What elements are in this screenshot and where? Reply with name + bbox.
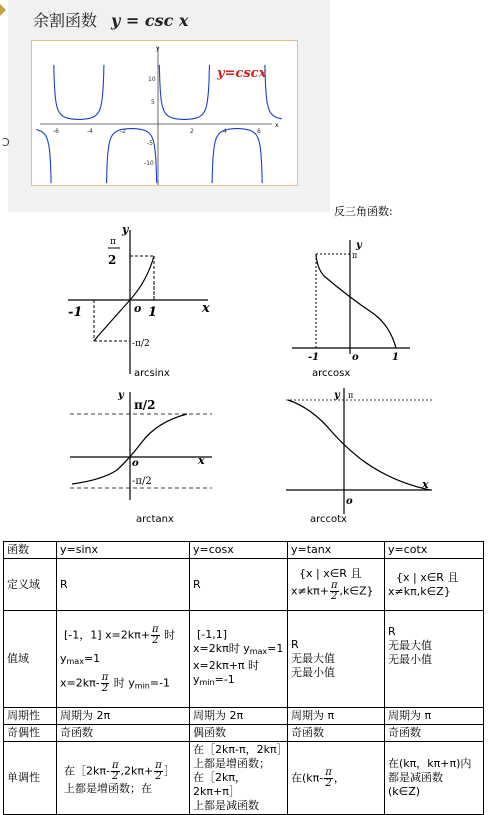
arccos-neg-one: -1 — [308, 352, 320, 363]
x-tick-4: 4 — [223, 128, 227, 135]
table-row-period — [4, 708, 484, 725]
csc-plot — [31, 40, 298, 186]
range-tan: R 无最大值 无最小值 — [288, 611, 385, 708]
mono-tan: 在(kπ- $\frac{\pi}{2}$ ， — [288, 742, 385, 815]
header-tan: y=tanx — [288, 542, 385, 559]
arctan-x-label: x — [198, 454, 205, 467]
arccot-x-label: x — [422, 478, 429, 491]
arcsin-pi-label: π — [110, 237, 116, 247]
domain-sin: R — [57, 559, 190, 611]
domain-tan-line1: {x | x∈R 且 — [299, 567, 362, 580]
arccos-curve — [316, 254, 396, 348]
arccot-caption: arccotx — [310, 514, 347, 525]
table-row-parity — [4, 725, 484, 742]
x-axis-label: x — [275, 122, 279, 129]
domain-cot — [385, 559, 484, 611]
arcsin-y-label: y — [122, 223, 129, 236]
domain-cot-line1: {x | x∈R 且 — [396, 570, 459, 584]
arccos-origin: o — [352, 352, 359, 363]
arctan-y-label: y — [118, 390, 124, 401]
arcsin-two-label: 2 — [108, 253, 117, 267]
csc-branch — [36, 130, 51, 184]
arccos-one: 1 — [392, 352, 399, 363]
csc-branch — [107, 129, 157, 184]
csc-title-cn: 余割函数 — [33, 11, 98, 30]
arccos-graph — [286, 236, 416, 366]
arcsin-curve — [94, 256, 154, 341]
x-tick-neg6: -6 — [53, 128, 59, 135]
table-row-monotonicity — [4, 742, 484, 815]
arccot-curve — [288, 400, 430, 490]
parity-cos: 偶函数 — [190, 725, 288, 742]
bracket-icon: Ɔ — [2, 136, 10, 149]
csc-branch — [265, 65, 282, 119]
arcsin-neg-pi-half: -π/2 — [132, 339, 150, 349]
y-tick-neg5: -5 — [147, 140, 153, 147]
domain-tan-line2: x≠kπ+ $\frac{\pi}{2}$ ,k∈Z} — [291, 580, 374, 602]
corner-arrow-icon — [0, 4, 6, 16]
mono-sin: 在［2kπ- $\frac{\pi}{2}$ ,2kπ+ $\frac{\pi}{2}$ ］ 上都是增函数；在 — [57, 742, 190, 815]
arcsin-figure — [58, 224, 218, 378]
x-tick-neg2: -2 — [120, 128, 126, 135]
arcsin-neg-one: -1 — [68, 305, 83, 320]
arccot-origin: o — [346, 496, 353, 507]
arccos-caption: arccosx — [312, 368, 351, 379]
arcsin-x-label: x — [202, 301, 210, 316]
arctan-neg-pi-half: -π/2 — [132, 476, 152, 487]
y-tick-5: 5 — [151, 99, 155, 106]
y-axis-label: y — [156, 45, 160, 52]
x-tick-neg4: -4 — [87, 128, 93, 135]
table-row-range — [4, 611, 484, 708]
arccos-figure — [286, 236, 416, 379]
mono-label: 单调性 — [4, 742, 57, 815]
range-cos: [-1,1] x=2kπ时 $y_{max}=1$ x=2kπ+π 时 $y_{min}=-1$ — [190, 611, 288, 708]
header-function: 函数 — [4, 542, 57, 559]
domain-cot-line2: x≠kπ,k∈Z} — [388, 584, 451, 598]
arccos-pi-label: π — [352, 251, 358, 260]
arccot-y-label: y — [334, 390, 340, 401]
header-sin: y=sinx — [57, 542, 190, 559]
csc-title-formula: y = csc x — [111, 11, 189, 30]
mono-cot: 在(kπ，kπ+π)内 都是减函数 (k∈Z) — [385, 742, 484, 815]
header-cot: y=cotx — [385, 542, 484, 559]
parity-sin: 奇函数 — [57, 725, 190, 742]
mono-cos: 在［2kπ-π，2kπ］ 上都是增函数； 在［2kπ，2kπ+π］ 上都是减函数 — [190, 742, 288, 815]
period-cot: 周期为 π — [385, 708, 484, 725]
inverse-trig-title: 反三角函数: — [334, 205, 393, 218]
arctan-origin: o — [132, 458, 139, 469]
csc-title — [33, 8, 188, 31]
period-tan: 周期为 π — [288, 708, 385, 725]
arcsin-caption: arcsinx — [134, 368, 170, 379]
range-sin: [-1，1] x=2kπ+ $\frac{\pi}{2}$ 时 $y_{max}=1$ x=2kπ- $\frac{\pi}{2}$ 时 $y_{min}=-1$ — [57, 611, 190, 708]
period-sin: 周期为 2π — [57, 708, 190, 725]
pi-over-2: $\frac{\pi}{2}$ — [330, 580, 338, 602]
domain-tan — [288, 559, 385, 611]
arcsin-origin: o — [134, 302, 142, 315]
x-tick-6: 6 — [257, 128, 261, 135]
header-cos: y=cosx — [190, 542, 288, 559]
csc-graph — [32, 41, 297, 185]
trig-properties-table — [3, 541, 484, 815]
parity-cot: 奇函数 — [385, 725, 484, 742]
csc-branch — [54, 65, 104, 120]
parity-label: 奇偶性 — [4, 725, 57, 742]
period-cos: 周期为 2π — [190, 708, 288, 725]
period-label: 周期性 — [4, 708, 57, 725]
arctan-pi-half: π/2 — [134, 398, 156, 412]
table-row-domain — [4, 559, 484, 611]
range-cot: R 无最大值 无最小值 — [385, 611, 484, 708]
y-tick-10: 10 — [148, 76, 156, 83]
arccot-pi-label: π — [348, 391, 354, 400]
arcsin-graph — [58, 224, 218, 374]
domain-cos: R — [190, 559, 288, 611]
csc-legend: y=cscx — [217, 66, 267, 81]
table-header-row — [4, 542, 484, 559]
x-axis — [40, 122, 279, 129]
parity-tan: 奇函数 — [288, 725, 385, 742]
x-tick-2: 2 — [190, 128, 194, 135]
arctan-graph — [62, 388, 222, 500]
y-tick-neg10: -10 — [144, 160, 154, 167]
arcsin-one: 1 — [148, 305, 158, 320]
arctan-figure — [62, 388, 222, 525]
range-label: 值域 — [4, 611, 57, 708]
csc-branch — [159, 65, 209, 120]
csc-branch — [212, 129, 262, 184]
arccot-graph — [282, 388, 442, 514]
domain-label: 定义域 — [4, 559, 57, 611]
arctan-caption: arctanx — [136, 514, 174, 525]
arccos-y-label: y — [356, 240, 362, 251]
arccot-figure — [282, 388, 442, 525]
